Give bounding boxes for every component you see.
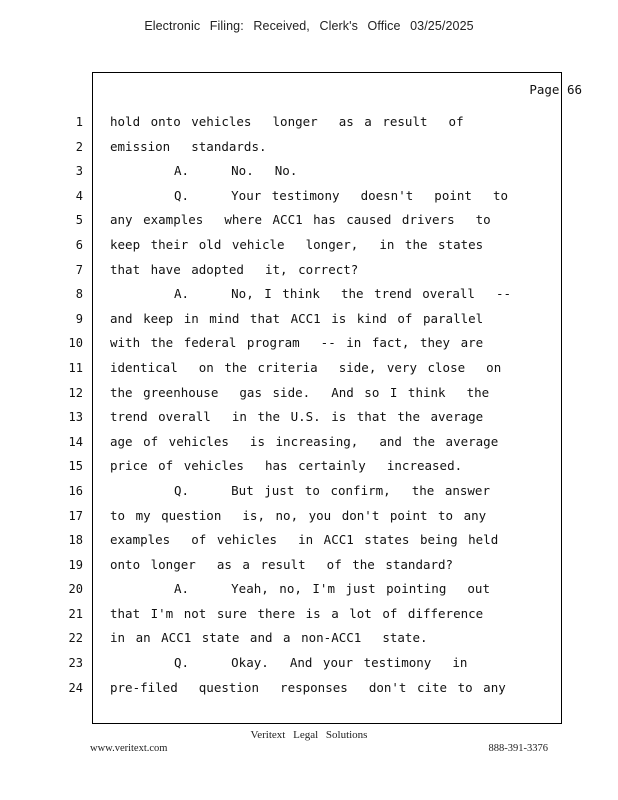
transcript-line: age of vehicles is increasing, and the average: [110, 433, 499, 449]
line-number: 12: [68, 385, 83, 400]
footer-website: www.veritext.com: [90, 743, 168, 754]
line-number: 19: [68, 557, 83, 572]
line-number: 16: [68, 483, 83, 498]
line-number: 21: [68, 606, 83, 621]
filing-stamp: Electronic Filing: Received, Clerk's Office 03/25/2025: [144, 19, 474, 33]
transcript-line: that have adopted it, correct?: [110, 261, 359, 277]
line-number: 15: [68, 459, 83, 474]
line-number: 9: [75, 311, 83, 326]
transcript-line: emission standards.: [110, 138, 267, 154]
transcript-line: keep their old vehicle longer, in the states: [110, 236, 484, 252]
line-number: 22: [68, 631, 83, 646]
line-number: 7: [75, 262, 83, 277]
transcript-line: and keep in mind that ACC1 is kind of parallel: [110, 310, 484, 326]
transcript-line: price of vehicles has certainly increased.: [110, 458, 463, 474]
transcript-line: Q. But just to confirm, the answer: [174, 482, 490, 498]
line-number: 3: [75, 164, 83, 179]
line-number: 10: [68, 336, 83, 351]
transcript-line: to my question is, no, you don't point to any: [110, 507, 487, 523]
line-number: 20: [68, 582, 83, 597]
transcript-line: identical on the criteria side, very close on: [110, 359, 502, 375]
transcript-line: A. Yeah, no, I'm just pointing out: [174, 581, 490, 597]
line-number: 2: [75, 139, 83, 154]
transcript-line: examples of vehicles in ACC1 states being held: [110, 532, 499, 548]
transcript-line: Q. Okay. And your testimony in: [174, 655, 468, 671]
line-number: 17: [68, 508, 83, 523]
line-number: 24: [68, 680, 83, 695]
transcript-line: hold onto vehicles longer as a result of: [110, 114, 464, 129]
line-number: 5: [75, 213, 83, 228]
transcript-line: Q. Your testimony doesn't point to: [174, 187, 509, 203]
transcript-line: any examples where ACC1 has caused drivers to: [110, 212, 491, 228]
line-number-column: [55, 113, 83, 703]
footer-company: Veritext Legal Solutions: [250, 729, 368, 741]
transcript-line: onto longer as a result of the standard?: [110, 556, 454, 572]
line-number: 18: [68, 533, 83, 548]
page-number: Page 66: [529, 82, 582, 97]
footer-phone: 888-391-3376: [488, 743, 548, 754]
transcript-line: A. No. No.: [174, 163, 298, 179]
line-number: 1: [75, 115, 83, 129]
line-number: 4: [75, 188, 83, 203]
line-number: 6: [75, 237, 83, 252]
line-number: 13: [68, 410, 83, 425]
transcript-line: trend overall in the U.S. is that the average: [110, 409, 484, 425]
transcript-text: [110, 113, 550, 703]
transcript-line: pre-filed question responses don't cite to any: [110, 679, 506, 695]
transcript-line: in an ACC1 state and a non-ACC1 state.: [110, 630, 428, 646]
line-number: 23: [68, 656, 83, 671]
transcript-line: that I'm not sure there is a lot of difference: [110, 605, 484, 621]
transcript-line: with the federal program -- in fact, they are: [110, 335, 484, 351]
transcript-line: A. No, I think the trend overall --: [174, 286, 512, 302]
line-number: 11: [68, 360, 83, 375]
transcript-line: the greenhouse gas side. And so I think the: [110, 384, 490, 400]
line-number: 14: [68, 434, 83, 449]
line-number: 8: [75, 287, 83, 302]
